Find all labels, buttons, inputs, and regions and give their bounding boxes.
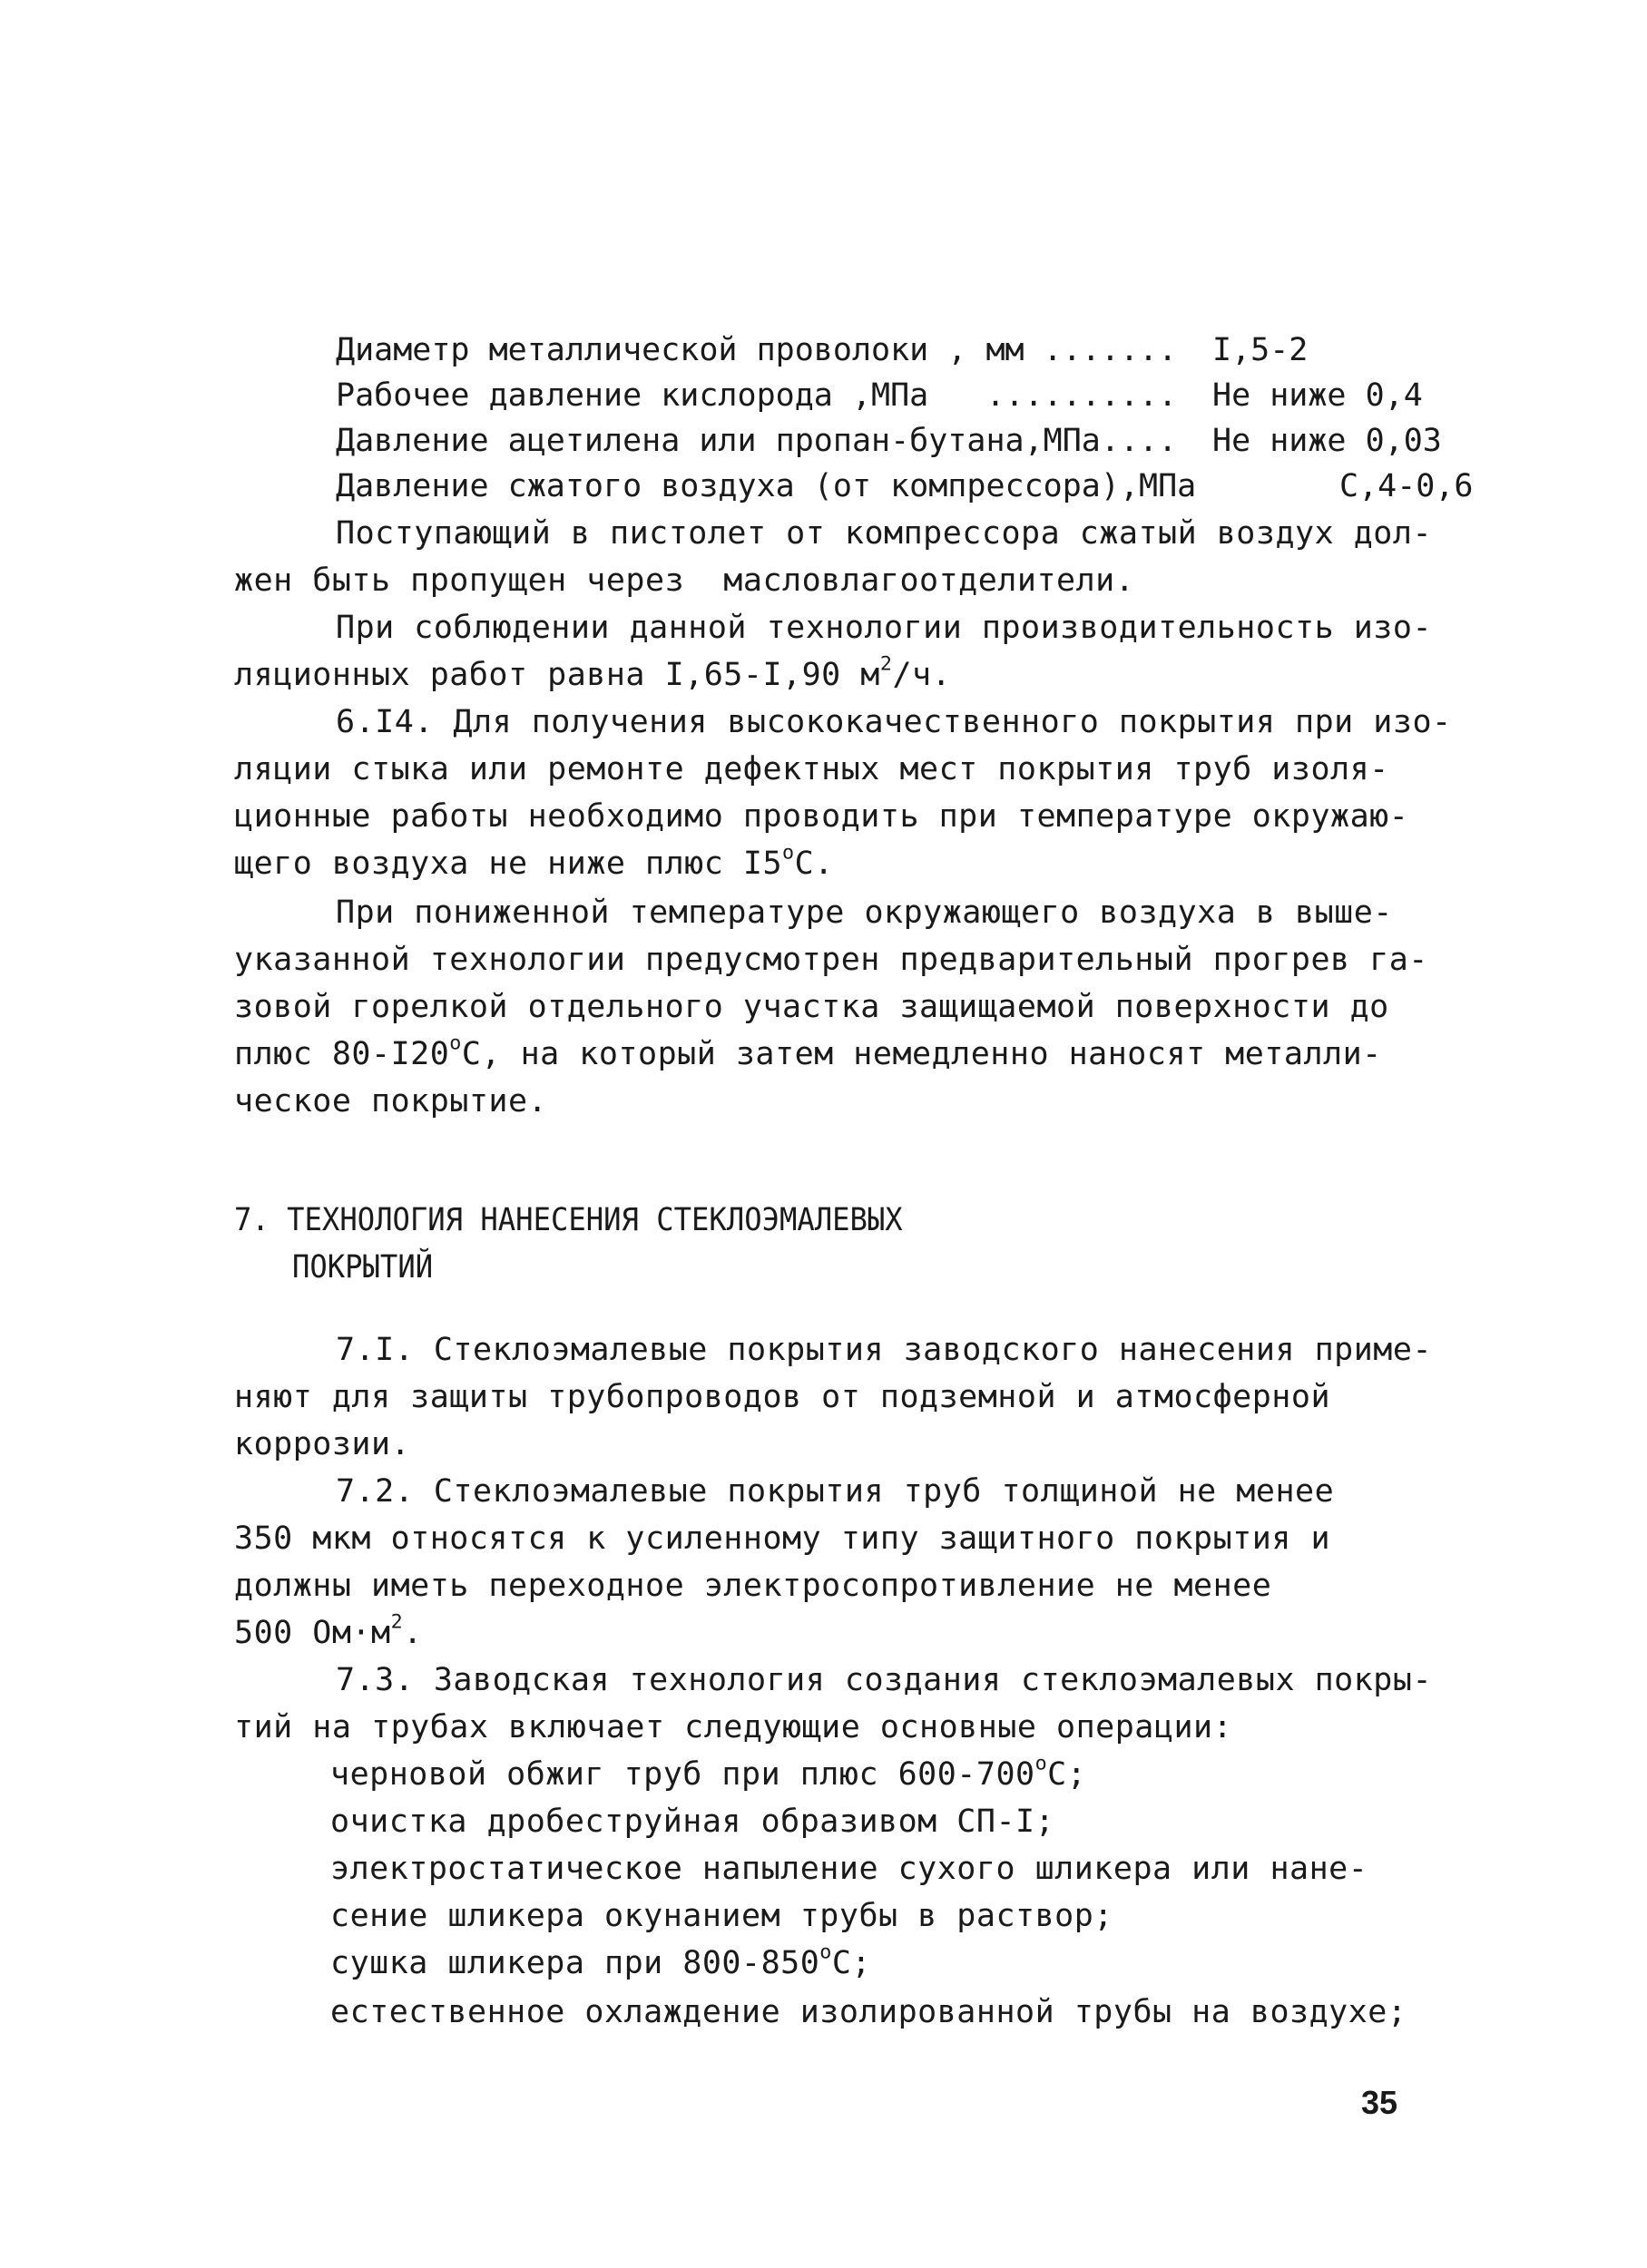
paragraph-line: При пониженной температуре окружающего воздуха в выше- bbox=[336, 894, 1393, 931]
paragraph-line: 7.2. Стеклоэмалевые покрытия труб толщиной не менее bbox=[336, 1473, 1335, 1510]
paragraph-line: няют для защиты трубопроводов от подземной и атмосферной bbox=[234, 1379, 1331, 1415]
operation-item: электростатическое напыление сухого шликера или нане- bbox=[330, 1851, 1368, 1887]
paragraph-line: При соблюдении данной технологии производительность изо- bbox=[336, 610, 1433, 646]
spec-label: Давление сжатого воздуха (от компрессора),МПа bbox=[336, 468, 1197, 504]
text: ляционных работ равна I,65-I,90 м bbox=[234, 657, 880, 693]
paragraph-line: ляции стыка или ремонте дефектных мест покрытия труб изоля- bbox=[234, 751, 1389, 787]
section-heading-continuation: ПОКРЫТИЙ bbox=[292, 1249, 434, 1286]
section-heading: 7. ТЕХНОЛОГИЯ НАНЕСЕНИЯ СТЕКЛОЭМАЛЕВЫХ bbox=[234, 1202, 903, 1238]
spec-value: Не ниже 0,4 bbox=[1212, 377, 1423, 414]
superscript: о bbox=[449, 1031, 462, 1055]
page-number: 35 bbox=[1361, 2084, 1398, 2121]
spec-row-oxygen-pressure bbox=[336, 374, 1461, 417]
spec-label: Рабочее давление кислорода ,МПа .......... bbox=[336, 377, 1178, 414]
paragraph-line bbox=[234, 841, 834, 884]
text: . bbox=[403, 1615, 423, 1651]
spec-row-compressed-air-pressure bbox=[336, 464, 1474, 508]
operation-item bbox=[330, 1943, 871, 1983]
paragraph-line: зовой горелкой отдельного участка защищаемой поверхности до bbox=[234, 989, 1389, 1025]
paragraph-line: ческое покрытие. bbox=[234, 1083, 548, 1119]
paragraph-line: тий на трубах включает следующие основные операции: bbox=[234, 1709, 1233, 1745]
text: черновой обжиг труб при плюс 600-700 bbox=[330, 1756, 1035, 1793]
spec-label: Диаметр металлической проволоки , мм ....... bbox=[336, 332, 1178, 368]
paragraph-line bbox=[234, 652, 952, 695]
superscript: о bbox=[819, 1941, 832, 1964]
text: /ч. bbox=[892, 657, 952, 693]
paragraph-line bbox=[234, 1031, 1382, 1074]
text: сушка шликера при 800-850 bbox=[330, 1945, 820, 1981]
spec-label: Давление ацетилена или пропан-бутана,МПа.... bbox=[336, 423, 1178, 459]
paragraph-line: жен быть пропущен через масловлагоотделители. bbox=[234, 562, 1135, 599]
text: щего воздуха не ниже плюс I5 bbox=[234, 846, 783, 882]
superscript: 2 bbox=[390, 1610, 404, 1634]
spec-value: Не ниже 0,03 bbox=[1212, 423, 1442, 459]
operation-item: очистка дробеструйная образивом СП-I; bbox=[330, 1804, 1055, 1840]
paragraph-line: 6.I4. Для получения высококачественного покрытия при изо- bbox=[336, 704, 1452, 740]
superscript: 2 bbox=[879, 652, 893, 676]
paragraph-line: 7.I. Стеклоэмалевые покрытия заводского нанесения приме- bbox=[336, 1332, 1433, 1368]
text: С. bbox=[794, 846, 834, 882]
spec-value: I,5-2 bbox=[1212, 332, 1309, 368]
superscript: о bbox=[1034, 1752, 1048, 1775]
paragraph-line: должны иметь переходное электросопротивление не менее bbox=[234, 1568, 1272, 1604]
spec-row-acetylene-pressure bbox=[336, 419, 1461, 463]
text: плюс 80-I20 bbox=[234, 1036, 450, 1072]
operation-item: естественное охлаждение изолированной трубы на воздухе; bbox=[330, 1994, 1407, 2030]
text: 500 Ом·м bbox=[234, 1615, 391, 1651]
text: С; bbox=[831, 1945, 872, 1981]
paragraph-line bbox=[234, 1610, 423, 1653]
paragraph-line: Поступающий в пистолет от компрессора сжатый воздух дол- bbox=[336, 515, 1433, 552]
text: С; bbox=[1047, 1756, 1087, 1793]
operation-item bbox=[330, 1752, 1087, 1794]
paragraph-line: 350 мкм относятся к усиленному типу защитного покрытия и bbox=[234, 1520, 1331, 1557]
text: С, на который затем немедленно наносят металли- bbox=[461, 1036, 1382, 1072]
paragraph-line: ционные работы необходимо проводить при температуре окружаю- bbox=[234, 798, 1409, 835]
paragraph-line: указанной технологии предусмотрен предварительный прогрев га- bbox=[234, 942, 1428, 978]
paragraph-line: 7.3. Заводская технология создания стеклоэмалевых покры- bbox=[336, 1662, 1433, 1698]
spec-row-wire-diameter bbox=[336, 328, 1461, 372]
operation-item-continuation: сение шликера окунанием трубы в раствор; bbox=[330, 1898, 1113, 1934]
paragraph-line: коррозии. bbox=[234, 1426, 411, 1462]
superscript: о bbox=[782, 841, 795, 865]
spec-value: С,4-0,6 bbox=[1339, 468, 1474, 504]
